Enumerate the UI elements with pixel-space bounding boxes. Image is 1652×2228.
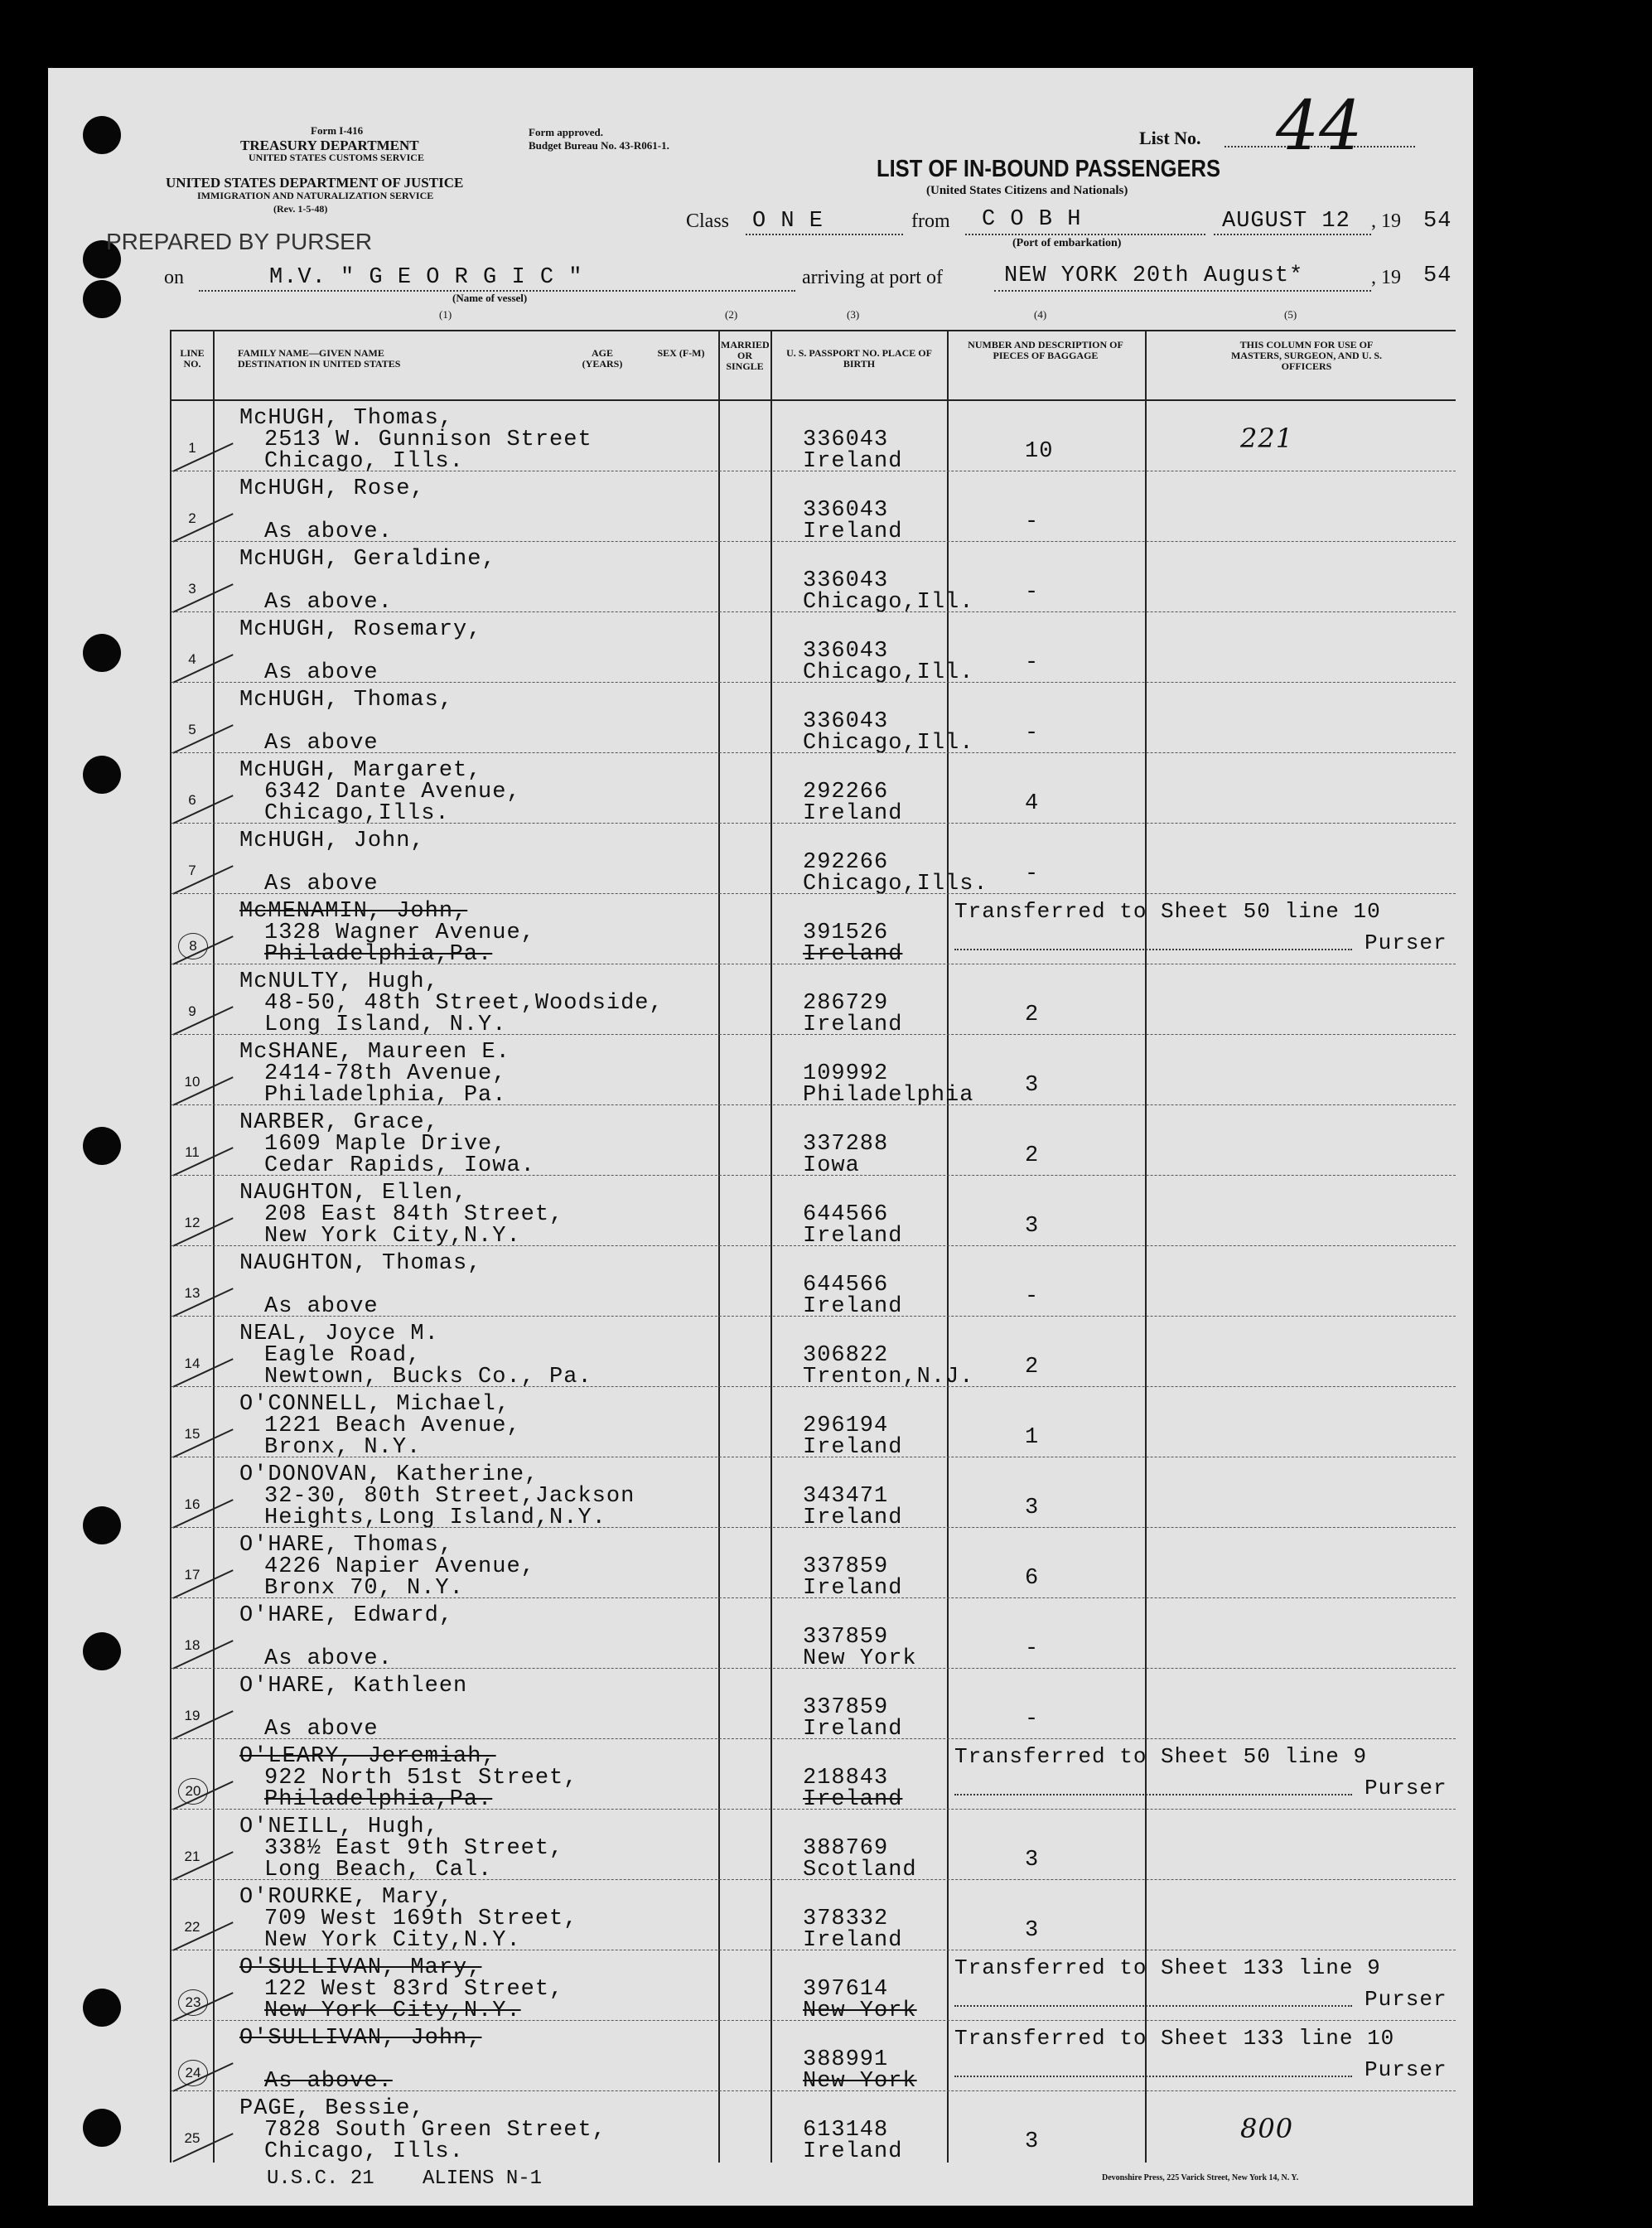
col-num-2: (2) xyxy=(725,308,738,321)
passenger-name: NARBER, Grace, xyxy=(239,1110,439,1135)
place-of-birth: Ireland xyxy=(803,1717,903,1742)
class-label: Class xyxy=(686,210,730,232)
passenger-name: McMENAMIN, John, xyxy=(239,899,468,924)
passenger-address-line2: Long Beach, Cal. xyxy=(264,1858,493,1882)
passenger-address-line1: 48-50, 48th Street,Woodside, xyxy=(264,991,664,1016)
line-number: 4 xyxy=(188,651,196,667)
purser-signature-line xyxy=(954,949,1352,950)
passenger-name: O'HARE, Edward, xyxy=(239,1603,454,1628)
year-prefix: , 19 xyxy=(1371,210,1401,232)
passenger-name: McHUGH, Rosemary, xyxy=(239,617,482,642)
purser-label: Purser xyxy=(1365,930,1447,955)
table-row xyxy=(171,2021,1456,2094)
passport-number: 343471 xyxy=(803,1484,889,1509)
place-of-birth: Ireland xyxy=(803,520,903,544)
place-of-birth: Ireland xyxy=(803,942,903,967)
baggage-count: 2 xyxy=(1025,1003,1040,1027)
passenger-address-line2: As above xyxy=(264,1294,379,1319)
table-row xyxy=(171,471,1456,542)
table-row xyxy=(171,824,1456,897)
purser-signature-line xyxy=(954,1794,1352,1795)
baggage-count: - xyxy=(1025,721,1040,746)
col-num-5: (5) xyxy=(1284,308,1297,321)
passenger-name: O'CONNELL, Michael, xyxy=(239,1392,510,1417)
baggage-count: - xyxy=(1025,1707,1040,1732)
baggage-count: 2 xyxy=(1025,1355,1040,1380)
line-number: 18 xyxy=(184,1637,200,1653)
passenger-name: McHUGH, Thomas, xyxy=(239,688,454,713)
passport-number: 336043 xyxy=(803,498,889,523)
line-number: 1 xyxy=(188,440,196,456)
passport-number: 286729 xyxy=(803,991,889,1016)
class-value: O N E xyxy=(752,209,824,234)
passenger-address-line1: 208 East 84th Street, xyxy=(264,1202,564,1227)
passenger-address-line2: As above xyxy=(264,660,379,685)
passenger-address-line2: Bronx, N.Y. xyxy=(264,1435,422,1460)
table-row xyxy=(171,683,1456,756)
line-number: 24 xyxy=(178,2060,208,2086)
table-row xyxy=(171,1950,1456,2021)
place-of-birth: Ireland xyxy=(803,449,903,474)
table-row xyxy=(171,1387,1456,1460)
passenger-address-line2: Philadelphia, Pa. xyxy=(264,1083,507,1108)
passenger-address-line2: As above xyxy=(264,1717,379,1742)
from-label: from xyxy=(911,210,950,232)
vessel-caption: (Name of vessel) xyxy=(452,292,528,304)
passport-number: 644566 xyxy=(803,1202,889,1227)
baggage-count: 3 xyxy=(1025,1848,1040,1873)
punch-hole-icon xyxy=(83,1127,121,1165)
vessel-value: M.V. " G E O R G I C " xyxy=(269,265,583,290)
form-number: Form I-416 xyxy=(311,124,364,137)
passenger-address-line1: 7828 South Green Street, xyxy=(264,2118,606,2143)
line-number: 16 xyxy=(184,1496,200,1512)
list-no-label: List No. xyxy=(1139,128,1201,148)
arrival-year-prefix: , 19 xyxy=(1371,267,1401,288)
punch-hole-icon xyxy=(83,2109,121,2147)
baggage-count: 3 xyxy=(1025,2129,1040,2154)
passenger-address-line2: Cedar Rapids, Iowa. xyxy=(264,1153,535,1178)
date-line xyxy=(1214,234,1371,235)
page-subtitle: (United States Citizens and Nationals) xyxy=(926,184,1128,197)
passport-number: 296194 xyxy=(803,1414,889,1438)
prepared-by-stamp: PREPARED BY PURSER xyxy=(106,229,373,254)
arriving-label: arriving at port of xyxy=(802,267,943,288)
on-label: on xyxy=(164,267,184,288)
table-row xyxy=(171,1669,1456,1742)
passenger-name: O'HARE, Kathleen xyxy=(239,1674,468,1699)
table-row xyxy=(171,1528,1456,1601)
passenger-name: PAGE, Bessie, xyxy=(239,2096,425,2121)
passenger-address-line2: Philadelphia,Pa. xyxy=(264,942,493,967)
table-row xyxy=(171,1810,1456,1880)
line-number: 9 xyxy=(188,1003,196,1019)
passenger-address-line1: 709 West 169th Street, xyxy=(264,1907,578,1931)
class-line xyxy=(746,234,903,235)
baggage-count: - xyxy=(1025,510,1040,534)
place-of-birth: Scotland xyxy=(803,1858,917,1882)
passenger-name: NAUGHTON, Ellen, xyxy=(239,1181,468,1206)
passenger-name: O'NEILL, Hugh, xyxy=(239,1815,439,1839)
table-row xyxy=(171,1105,1456,1176)
line-number: 10 xyxy=(184,1074,200,1090)
col-num-3: (3) xyxy=(847,308,860,321)
baggage-count: - xyxy=(1025,580,1040,605)
passenger-address-line2: As above xyxy=(264,731,379,756)
passenger-name: McNULTY, Hugh, xyxy=(239,969,439,994)
baggage-count: 3 xyxy=(1025,1073,1040,1098)
passenger-address-line2: As above xyxy=(264,872,379,897)
col-header-sex: SEX (F-M) xyxy=(657,347,705,359)
col-header-name: FAMILY NAME—GIVEN NAME DESTINATION IN UNITED STATES xyxy=(238,347,401,370)
purser-label: Purser xyxy=(1365,2057,1447,2082)
place-of-birth: Ireland xyxy=(803,1435,903,1460)
transfer-note: Transferred to Sheet 50 line 9 xyxy=(954,1744,1368,1769)
line-number: 23 xyxy=(178,1989,208,2016)
passenger-name: McHUGH, John, xyxy=(239,829,425,853)
arrival-year-value: 54 xyxy=(1423,263,1452,288)
passenger-address-line2: Newtown, Bucks Co., Pa. xyxy=(264,1365,592,1389)
treasury-label: TREASURY DEPARTMENT xyxy=(240,138,419,153)
table-row xyxy=(171,1246,1456,1317)
line-number: 14 xyxy=(184,1356,200,1371)
baggage-count: 2 xyxy=(1025,1143,1040,1168)
line-number: 25 xyxy=(184,2130,200,2146)
passenger-address-line1: 922 North 51st Street, xyxy=(264,1766,578,1791)
page-title: LIST OF IN-BOUND PASSENGERS xyxy=(877,156,1220,182)
passenger-name: NEAL, Joyce M. xyxy=(239,1322,439,1346)
passenger-address-line2: Chicago, Ills. xyxy=(264,2139,464,2164)
passport-number: 218843 xyxy=(803,1766,889,1791)
baggage-count: - xyxy=(1025,650,1040,675)
form-approved-label: Form approved. xyxy=(529,126,604,138)
baggage-count: 4 xyxy=(1025,791,1040,816)
baggage-count: 3 xyxy=(1025,1214,1040,1239)
passenger-name: McHUGH, Geraldine, xyxy=(239,547,496,572)
passenger-address-line1: 338½ East 9th Street, xyxy=(264,1836,564,1861)
passport-number: 336043 xyxy=(803,639,889,664)
passenger-address-line2: As above. xyxy=(264,520,393,544)
date-value: AUGUST 12 xyxy=(1222,209,1350,234)
table-row xyxy=(171,612,1456,683)
port-embark-caption: (Port of embarkation) xyxy=(1012,237,1122,249)
arrival-port-value: NEW YORK 20th August* xyxy=(1004,263,1304,288)
col-num-4: (4) xyxy=(1034,308,1047,321)
passenger-address-line2: New York City,N.Y. xyxy=(264,1998,521,2023)
line-number: 6 xyxy=(188,792,196,808)
footer-form: U.S.C. 21 xyxy=(267,2168,374,2190)
baggage-count: 3 xyxy=(1025,1496,1040,1520)
table-row xyxy=(171,894,1456,967)
place-of-birth: Chicago,Ills. xyxy=(803,872,988,897)
passenger-name: O'SULLIVAN, Mary, xyxy=(239,1955,482,1980)
baggage-count: 3 xyxy=(1025,1918,1040,1943)
passenger-name: NAUGHTON, Thomas, xyxy=(239,1251,482,1276)
passenger-address-line2: Heights,Long Island,N.Y. xyxy=(264,1505,606,1530)
punch-hole-icon xyxy=(83,280,121,318)
rev-label: (Rev. 1-5-48) xyxy=(273,203,328,215)
passenger-name: McHUGH, Margaret, xyxy=(239,758,482,783)
transfer-note: Transferred to Sheet 133 line 9 xyxy=(954,1955,1381,1980)
passenger-name: O'DONOVAN, Katherine, xyxy=(239,1462,539,1487)
passport-number: 337859 xyxy=(803,1554,889,1579)
purser-label: Purser xyxy=(1365,1776,1447,1800)
purser-signature-line xyxy=(954,2076,1352,2077)
passport-number: 292266 xyxy=(803,850,889,875)
punch-hole-icon xyxy=(83,1506,121,1544)
justice-label: UNITED STATES DEPARTMENT OF JUSTICE xyxy=(166,175,464,191)
table-row xyxy=(171,401,1456,474)
line-number: 19 xyxy=(184,1708,200,1723)
table-row xyxy=(171,753,1456,824)
from-line xyxy=(965,234,1205,235)
place-of-birth: Chicago,Ill. xyxy=(803,590,974,615)
purser-signature-line xyxy=(954,2005,1352,2007)
table-row xyxy=(171,2091,1456,2162)
line-number: 8 xyxy=(178,933,208,959)
transfer-note: Transferred to Sheet 50 line 10 xyxy=(954,899,1381,924)
table-row xyxy=(171,1317,1456,1387)
place-of-birth: Ireland xyxy=(803,1787,903,1812)
passenger-address-line2: New York City,N.Y. xyxy=(264,1224,521,1249)
passenger-address-line1: 2414-78th Avenue, xyxy=(264,1061,507,1086)
passport-number: 613148 xyxy=(803,2118,889,2143)
line-number: 21 xyxy=(184,1849,200,1864)
transfer-note: Transferred to Sheet 133 line 10 xyxy=(954,2026,1395,2051)
passport-number: 337859 xyxy=(803,1625,889,1650)
place-of-birth: Ireland xyxy=(803,801,903,826)
place-of-birth: Trenton,N.J. xyxy=(803,1365,974,1389)
baggage-count: - xyxy=(1025,1636,1040,1661)
line-number: 2 xyxy=(188,510,196,526)
line-number: 20 xyxy=(178,1778,208,1805)
year-value: 54 xyxy=(1423,209,1452,234)
table-row xyxy=(171,964,1456,1035)
officer-note: 800 xyxy=(1240,2113,1294,2144)
punch-hole-icon xyxy=(83,1632,121,1670)
line-number: 15 xyxy=(184,1426,200,1442)
passenger-address-line2: As above. xyxy=(264,1646,393,1671)
footer-printer: Devonshire Press, 225 Varick Street, New York 14, N. Y. xyxy=(1102,2173,1299,2182)
col-header-age: AGE (YEARS) xyxy=(582,347,623,370)
table-row xyxy=(171,1598,1456,1669)
baggage-count: - xyxy=(1025,862,1040,887)
table-row xyxy=(171,1035,1456,1108)
passenger-table xyxy=(170,330,1456,2163)
punch-hole-icon xyxy=(83,756,121,794)
place-of-birth: New York xyxy=(803,1646,917,1671)
officer-note: 221 xyxy=(1240,423,1294,454)
place-of-birth: Ireland xyxy=(803,1224,903,1249)
line-number: 13 xyxy=(184,1285,200,1301)
col-header-officers: THIS COLUMN FOR USE OF MASTERS, SURGEON, AND U. S. OFFICERS xyxy=(1230,339,1383,372)
table-row xyxy=(171,542,1456,615)
passport-number: 109992 xyxy=(803,1061,889,1086)
baggage-count: 1 xyxy=(1025,1425,1040,1450)
passport-number: 388991 xyxy=(803,2047,889,2072)
passport-number: 391526 xyxy=(803,921,889,945)
customs-label: UNITED STATES CUSTOMS SERVICE xyxy=(249,152,424,163)
baggage-count: - xyxy=(1025,1284,1040,1309)
passenger-address-line1: 1221 Beach Avenue, xyxy=(264,1414,521,1438)
passenger-name: O'LEARY, Jeremiah, xyxy=(239,1744,496,1769)
passenger-address-line1: Eagle Road, xyxy=(264,1343,422,1368)
passenger-address-line2: Chicago,Ills. xyxy=(264,801,450,826)
line-number: 5 xyxy=(188,722,196,737)
passport-number: 336043 xyxy=(803,568,889,593)
passport-number: 292266 xyxy=(803,780,889,805)
table-row xyxy=(171,1457,1456,1528)
col-header-line-no: LINE NO. xyxy=(180,347,205,370)
line-number: 22 xyxy=(184,1919,200,1935)
passport-number: 336043 xyxy=(803,709,889,734)
passenger-address-line1: 1609 Maple Drive, xyxy=(264,1132,507,1157)
place-of-birth: Ireland xyxy=(803,1505,903,1530)
passport-number: 337288 xyxy=(803,1132,889,1157)
passenger-address-line1: 2513 W. Gunnison Street xyxy=(264,428,592,452)
punch-hole-icon xyxy=(83,1989,121,2027)
col-header-baggage: NUMBER AND DESCRIPTION OF PIECES OF BAGGAGE xyxy=(968,339,1123,361)
place-of-birth: Chicago,Ill. xyxy=(803,660,974,685)
baggage-count: 6 xyxy=(1025,1566,1040,1591)
punch-hole-icon xyxy=(83,634,121,672)
passenger-name: O'HARE, Thomas, xyxy=(239,1533,454,1558)
passport-number: 306822 xyxy=(803,1343,889,1368)
col-num-1: (1) xyxy=(439,308,452,321)
line-number: 17 xyxy=(184,1567,200,1583)
line-number: 7 xyxy=(188,863,196,878)
baggage-count: 10 xyxy=(1025,439,1054,464)
place-of-birth: Ireland xyxy=(803,1928,903,1953)
table-row xyxy=(171,1739,1456,1810)
col-header-passport: U. S. PASSPORT NO. PLACE OF BIRTH xyxy=(786,347,932,370)
passenger-address-line1: 4226 Napier Avenue, xyxy=(264,1554,535,1579)
line-number: 11 xyxy=(185,1144,200,1160)
passenger-address-line2: Bronx 70, N.Y. xyxy=(264,1576,464,1601)
place-of-birth: Iowa xyxy=(803,1153,860,1178)
place-of-birth: Philadelphia xyxy=(803,1083,974,1108)
passenger-address-line2: As above. xyxy=(264,590,393,615)
passport-number: 336043 xyxy=(803,428,889,452)
place-of-birth: Ireland xyxy=(803,1294,903,1319)
footer-aliens: ALIENS N-1 xyxy=(423,2168,543,2190)
place-of-birth: Ireland xyxy=(803,1576,903,1601)
ins-label: IMMIGRATION AND NATURALIZATION SERVICE xyxy=(197,190,434,201)
passenger-address-line1: 32-30, 80th Street,Jackson xyxy=(264,1484,635,1509)
passenger-address-line1: 122 West 83rd Street, xyxy=(264,1977,564,2002)
from-value: C O B H xyxy=(982,207,1082,232)
passenger-name: McSHANE, Maureen E. xyxy=(239,1040,510,1065)
place-of-birth: New York xyxy=(803,1998,917,2023)
purser-label: Purser xyxy=(1365,1987,1447,2012)
table-row xyxy=(171,1880,1456,1953)
place-of-birth: Chicago,Ill. xyxy=(803,731,974,756)
passport-number: 388769 xyxy=(803,1836,889,1861)
passport-number: 644566 xyxy=(803,1273,889,1298)
passenger-address-line2: Chicago, Ills. xyxy=(264,449,464,474)
passenger-address-line2: Philadelphia,Pa. xyxy=(264,1787,493,1812)
passenger-name: McHUGH, Rose, xyxy=(239,476,425,501)
line-number: 3 xyxy=(188,581,196,597)
passenger-address-line2: Long Island, N.Y. xyxy=(264,1013,507,1037)
place-of-birth: New York xyxy=(803,2069,917,2094)
passenger-name: McHUGH, Thomas, xyxy=(239,406,454,431)
passport-number: 337859 xyxy=(803,1695,889,1720)
punch-hole-icon xyxy=(83,116,121,154)
passenger-address-line1: 1328 Wagner Avenue, xyxy=(264,921,535,945)
place-of-birth: Ireland xyxy=(803,2139,903,2164)
budget-label: Budget Bureau No. 43-R061-1. xyxy=(529,139,669,152)
passenger-address-line2: New York City,N.Y. xyxy=(264,1928,521,1953)
passenger-name: O'ROURKE, Mary, xyxy=(239,1885,454,1910)
col-header-married: MARRIED OR SINGLE xyxy=(721,339,770,372)
list-no-value: 44 xyxy=(1276,87,1363,166)
passport-number: 397614 xyxy=(803,1977,889,2002)
passenger-address-line1: 6342 Dante Avenue, xyxy=(264,780,521,805)
passenger-name: O'SULLIVAN, John, xyxy=(239,2026,482,2051)
table-row xyxy=(171,1176,1456,1249)
passenger-address-line2: As above. xyxy=(264,2069,393,2094)
place-of-birth: Ireland xyxy=(803,1013,903,1037)
passport-number: 378332 xyxy=(803,1907,889,1931)
arrival-line xyxy=(994,290,1371,292)
line-number: 12 xyxy=(184,1215,200,1230)
